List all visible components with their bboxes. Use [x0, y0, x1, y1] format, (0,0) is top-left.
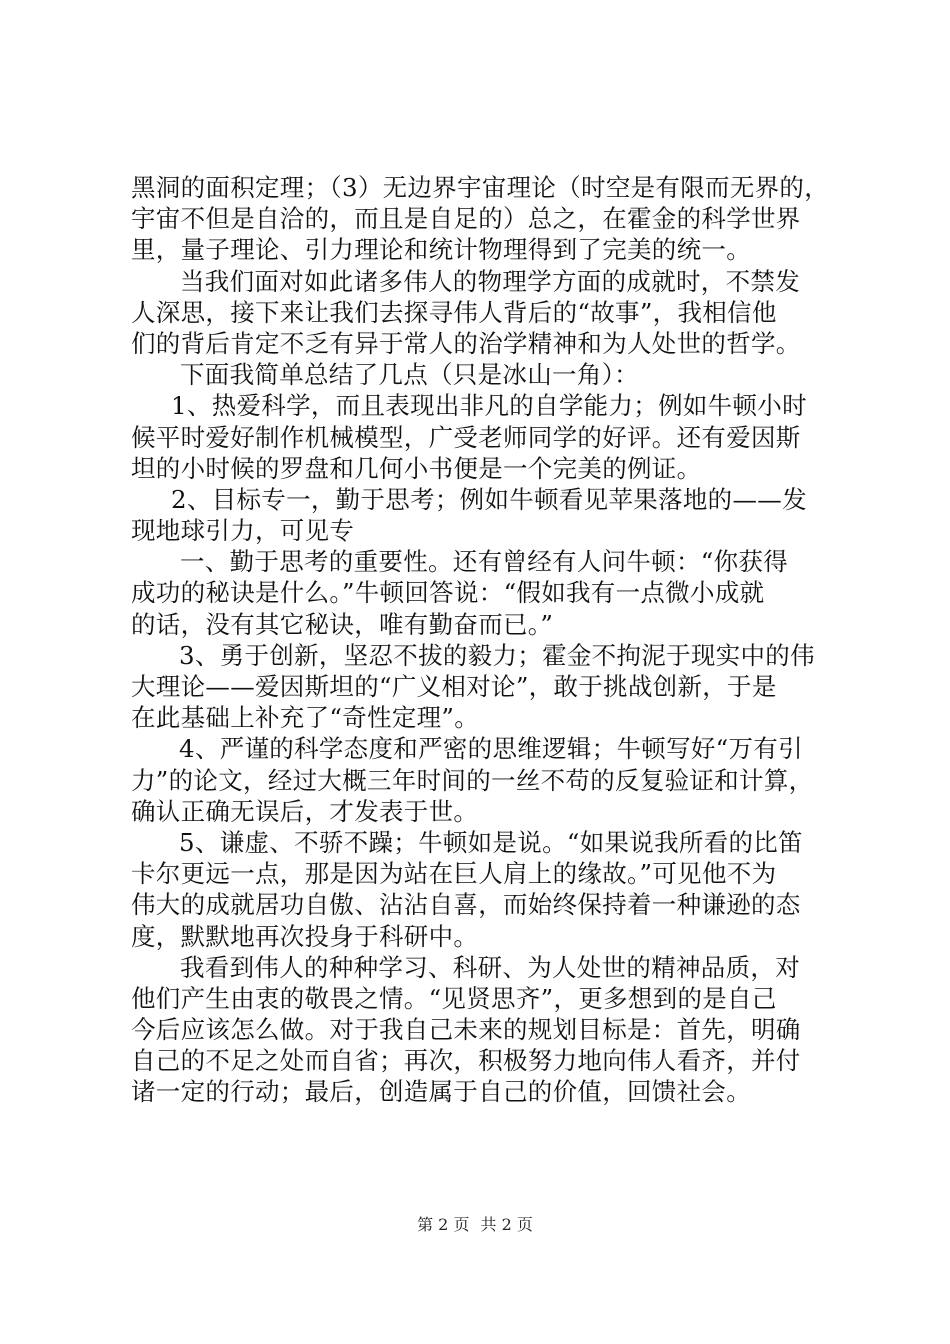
text-line: 在此基础上补充了“奇性定理”。: [131, 703, 480, 733]
list-item-5-line: 5、谦虚、不骄不躁；牛顿如是说。“如果说我所看的比笛: [179, 827, 803, 857]
text-line: 伟大的成就居功自傲、沾沾自喜，而始终保持着一种谦逊的态: [131, 890, 801, 920]
text-line: 成功的秘诀是什么。”牛顿回答说：“假如我有一点微小成就: [131, 578, 765, 608]
text-line: 他们产生由衷的敬畏之情。“见贤思齐”，更多想到的是自己: [131, 983, 777, 1013]
text-line: 宇宙不但是自洽的，而且是自足的）总之，在霍金的科学世界: [131, 204, 801, 234]
page-total: 共 2 页: [480, 1215, 533, 1234]
text-line: 候平时爱好制作机械模型，广受老师同学的好评。还有爱因斯: [131, 422, 801, 452]
text-line: 确认正确无误后，才发表于世。: [131, 796, 479, 826]
paragraph-start-line: 当我们面对如此诸多伟人的物理学方面的成就时，不禁发: [180, 266, 800, 296]
text-line: 的话，没有其它秘诀，唯有勤奋而已。”: [131, 609, 554, 639]
text-line: 坦的小时候的罗盘和几何小书便是一个完美的例证。: [131, 453, 702, 483]
list-item-1-line: 1、热爱科学，而且表现出非凡的自学能力；例如牛顿小时: [171, 391, 807, 421]
text-line: 黑洞的面积定理；（3）无边界宇宙理论（时空是有限而无界的，: [131, 173, 830, 202]
page-footer: [0, 1215, 950, 1235]
text-line: 人深思，接下来让我们去探寻伟人背后的“故事”，我相信他: [131, 297, 777, 327]
text-line: 力”的论文，经过大概三年时间的一丝不苟的反复验证和计算，: [131, 765, 814, 795]
text-line: 今后应该怎么做。对于我自己未来的规划目标是：首先，明确: [131, 1015, 801, 1045]
text-line: 自己的不足之处而自省；再次，积极努力地向伟人看齐，并付: [131, 1046, 801, 1076]
text-line: 诸一定的行动；最后，创造属于自己的价值，回馈社会。: [131, 1077, 751, 1107]
text-line: 现地球引力，可见专: [131, 516, 355, 546]
paragraph-start-line: 下面我简单总结了几点（只是冰山一角）：: [180, 360, 639, 390]
paragraph-start-line: 一、勤于思考的重要性。还有曾经有人问牛顿：“你获得: [180, 547, 789, 577]
document-body: [131, 172, 831, 1108]
text-line: 们的背后肯定不乏有异于常人的治学精神和为人处世的哲学。: [131, 328, 801, 358]
list-item-4-line: 4、严谨的科学态度和严密的思维逻辑；牛顿写好“万有引: [179, 734, 803, 764]
list-item-2-line: 2、目标专一，勤于思考；例如牛顿看见苹果落地的——发: [171, 484, 807, 514]
text-line: 里，量子理论、引力理论和统计物理得到了完美的统一。: [131, 235, 751, 265]
list-item-3-line: 3、勇于创新，坚忍不拔的毅力；霍金不拘泥于现实中的伟: [179, 640, 815, 670]
text-line: 大理论——爱因斯坦的“广义相对论”，敢于挑战创新，于是: [131, 672, 777, 701]
page-number: 第 2 页: [417, 1215, 470, 1234]
paragraph-start-line: 我看到伟人的种种学习、科研、为人处世的精神品质，对: [180, 952, 800, 982]
text-line: 卡尔更远一点，那是因为站在巨人肩上的缘故。”可见他不为: [131, 859, 777, 889]
text-line: 度，默默地再次投身于科研中。: [131, 921, 479, 951]
